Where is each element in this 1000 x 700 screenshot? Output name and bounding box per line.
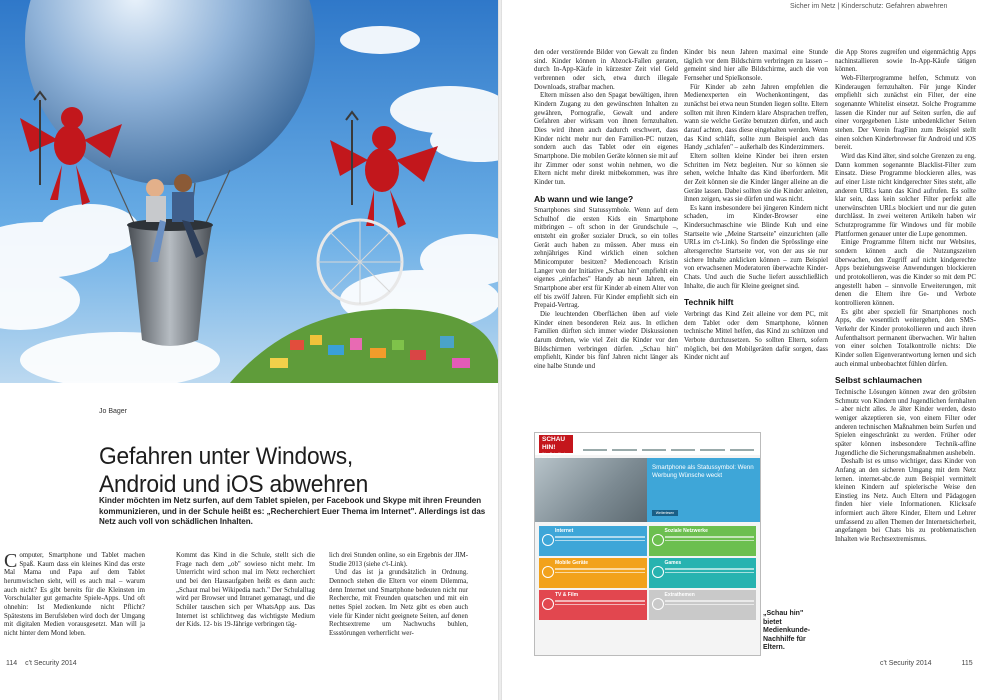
right-column-2 [684,49,828,363]
tile-label: Soziale Netzwerke [664,528,708,534]
banner-button: Weiterlesen [652,510,678,516]
page-number-left: 114 [6,660,18,667]
r3-p2: Web-Filterprogramme helfen, Schmutz von Kinderaugen fernzuhalten. Für junge Kinder empfiehlt sich zunächst ein Filter, der eine sogenannte Whitelist einsetzt. Solche Programme lassen die Kinder nur auf Seiten surfen, die auf einer vorgegebenen Liste unbedenklicher Seiten stehen. Der Verein fragFinn zum Beispiel stellt einen solchen Kinderbrowser für Android und iOS bereit. [835,74,976,152]
hero-illustration [0,0,498,383]
r3-p3: Wird das Kind älter, sind solche Grenzen zu eng. Dann kommen sogenannte Blacklist-Filter zum Einsatz. Diese Programme blockieren alles, was auf einer Liste nicht kindgerechter Sites steht, alle anderen URLs kann das Kind aufrufen. Es sollte klar sein, dass kein solcher Filter perfekt alle unerwünschten URLs blockiert und nur die guten durchlässt. In zwei weiteren Artikeln haben wir Schutzprogramme für Windows und für mobile Plattformen genauer unter die Lupe genommen. [835,152,976,238]
subhead-ab-wann: Ab wann und wie lange? [534,193,634,204]
people-icon [652,534,664,546]
tile-extrathemen [649,590,757,620]
banner-title: Smartphone als Statussymbol: Wenn Werbung Wünsche weckt [652,464,754,479]
right-footer [880,660,973,667]
running-head: Sicher im Netz | Kinderschutz: Gefahren abwehren [790,3,948,10]
logo-line-1: SCHAU [542,436,566,443]
globe-icon [542,534,554,546]
r3-p6: Technische Lösungen können zwar den gröbsten Schmutz von Kindern und Jugendlichen fernhalten – aber nicht alles. Je älter Kinder werden, desto weniger akzeptieren sie, von einem Filter oder anderen technischen Maßnahmen beim Surfen und Spielen eingeschränkt zu werden. Früher oder später können insbesondere Technik-affine Jugendliche die Sicherungsmaßnahmen aushebeln. [835,388,976,457]
left-page [0,0,498,700]
balloon-devils-illustration [0,0,498,383]
site-nav [583,449,754,453]
r2-p3: Eltern sollten kleine Kinder bei ihren ersten Schritten im Netz begleiten. Nur so können sie sehen, welche Inhalte das Kind überfordern. Mit der Zeit können sie die Kinder länger alleine an die Geräte lassen. Dabei sollten sie die Kinder anleiten, ihnen zeigen, was sie dürfen und was nicht. [684,152,828,204]
tile-label: Games [664,560,682,566]
site-banner [535,458,760,522]
tile-label: Internet [555,528,574,534]
left-column-1 [4,552,145,639]
col3-text-2: Und das ist ja grundsätzlich in Ordnung. Dennoch stehen die Eltern vor einem Dilemma, denn Internet und Smartphone bedeuten nicht nur Recherche, mit Freunden quatschen und mit ein nettes Spiel zocken. Im Netz gibt es eben auch viele für Kinder nicht geeignete Seiten, auf denen Rechtsextreme um Nachwuchs buhlen, Essstörungen verherrlicht wer- [329,569,468,637]
r1-p3: Smartphones sind Statussymbole. Wenn auf dem Schulhof die ersten Kids ein Smartphone mitbringen – oft schon in der Grundschule –, entsteht ein großer sozialer Druck, so ein tolles Gerät auch haben zu müssen. Aber muss ein zehnjähriges Kind wirklich einen solchen Minicomputer besitzen? Mediencoach Kristin Langer von der Initiative „Schau hin" empfiehlt ein eigenes „einfaches" Handy ab neun Jahren, ein Smartphone aber erst für Kinder ab einem Alter von elf bis zwölf Jahren. Für Kinder empfiehlt sich ein Prepaid-Vertrag. [534,207,678,310]
gutter [498,0,502,700]
tv-icon [542,598,554,610]
col3-text: lich drei Stunden online, so ein Ergebnis der JIM-Studie 2013 (siehe c't-Link). [329,552,468,568]
r2-p2: Für Kinder ab zehn Jahren empfehlen die Medienexperten ein Wochenkontingent, das zunächst bei etwa neun Stunden liegen sollte. Eltern sollten mit ihren Kindern klare Absprachen treffen, wann sie welche Geräte benutzen dürfen, und auch darauf achten, dass diese eingehalten werden. Wenn das Kind schläft, sollte zum Beispiel auch das Handy „schlafen" – außerhalb des Kinderzimmers. [684,83,828,152]
right-column-1 [534,49,678,372]
r2-p4: Es kann insbesondere bei jüngeren Kindern nicht schaden, im Kinder-Browser eine Kindersuchmaschine wie Blinde Kuh und eine Startseite wie „Meine Startseite" einzurichten (alle URLs im c't-Link). So finden die Sprösslinge eine altersgerechte Startseite vor, von der aus sie nur sichere Inhalte anklicken können – zum Beispiel von erwachsenen Moderatoren überwachte Kinder-Chats. Und auch die Suche liefert ausschließlich Inhalte, die auch für Kleine geeignet sind. [684,204,828,290]
r3-p7: Deshalb ist es umso wichtiger, dass Kinder von Anfang an den sicheren Umgang mit dem Netz lernen. internet-abc.de zum Beispiel vermittelt kleinen Kindern auf spielerische Weise den Einstieg ins Netz. Auch Eltern und Pädagogen finden hier viele Informationen. Klicksafe informiert auch ältere Kinder, Eltern und Lehrer umfassend zu allen Themen der Internetsicherheit, angefangen bei Chats bis zu problematischen Inhalten wie Rechtsextremismus. [835,458,976,544]
left-column-2 [176,552,315,630]
tile-mobile-geraete [539,558,647,588]
headline-line-2: Android und iOS abwehren [99,471,369,499]
col2-text: Kommt das Kind in die Schule, stellt sich die Frage nach dem „ob" sowieso nicht mehr. Im Unterricht wird schon mal im Netz recherchiert und bei den Hausaufgaben heißt es dann auch: „Schaut mal bei Wikipedia nach." Der Schulalltag wird per Browser und Intranet gemanagt, und die Schüler tauschen sich per WhatsApp aus. Das Internet ist schlichtweg das wichtigste Medium der Kids. 12- bis 19-Jährige verbringen täg- [176,552,315,629]
magazine-name-right: c't Security 2014 [880,660,932,667]
logo-subline: Was Dein Kind [542,452,566,456]
r1-p1: den oder verstörende Bilder von Gewalt zu finden sind. Kinder können in Abzock-Fallen geraten, durch In-App-Käufe in kürzester Zeit viel Geld verbrennen oder sich, etwa durch illegale Downloads, strafbar machen. [534,49,678,91]
tile-label: Mobile Geräte [555,560,589,566]
schau-hin-screenshot [534,432,761,656]
tile-tv-film [539,590,647,620]
dropcap: C [4,550,18,572]
col1-text: omputer, Smartphone und Tablet machen Spaß. Kaum dass ein kleines Kind das erste Mal Mama und Papa auf dem Tablet herumwischen sieht, will es auch mal – warum auch nicht? Es gibt bereits für die Kleinsten im Vorschulalter gut gemachte Spiele-Apps. Und oft ohnehin: Ist Medienkunde nicht Pflicht? Spätestens im Berufsleben wird doch der Umgang mit digitalen Medien vorausgesetzt. Man will ja nicht hinter dem Mond leben. [4,552,145,637]
right-column-3 [835,49,976,545]
schau-hin-logo [539,435,573,456]
tile-games [649,558,757,588]
magazine-name-left: c't Security 2014 [25,660,77,667]
r3-p4: Einige Programme filtern nicht nur Websites, sondern können auch die Nutzungszeiten überwachen, den Zugriff auf nicht kindgerechte Apps beziehungsweise Anwendungen blockieren und protokollieren, was die Kinder so mit dem PC angestellt haben – sinnvolle Erweiterungen, mit denen die Eltern ihre Ge- und Verbote kontrollieren können. [835,239,976,308]
article-headline [99,443,462,499]
page-number-right: 115 [961,660,973,667]
tile-soziale-netzwerke [649,526,757,556]
gamepad-icon [652,566,664,578]
r3-p1: die App Stores zugreifen und eigenmächtig Apps nachinstallieren sowie In-App-Käufe tätigen können. [835,49,976,74]
logo-line-2: HIN! [542,444,556,451]
topic-tiles [535,522,760,624]
headline-line-1: Gefahren unter Windows, [99,443,354,471]
r2-p5: Verbringt das Kind Zeit alleine vor dem PC, mit dem Tablet oder dem Smartphone, können technische Mittel helfen, das Kind zu schützen und Verbote durchzusetzen. So sollten Eltern, sofern möglich, bei den Mobilgeräten dafür sorgen, dass Kinder nicht auf [684,311,828,362]
site-header [535,433,760,455]
author-name: Jo Bager [99,408,128,415]
left-column-3 [329,552,468,639]
left-footer [6,660,77,667]
tile-label: Extrathemen [664,592,695,598]
phone-icon [542,566,554,578]
banner-photo [535,458,647,522]
r2-p1: Kinder bis neun Jahren maximal eine Stunde täglich vor dem Bildschirm verbringen zu lassen – gemeint sind hier alle Bildschirme, auch die von Fernseher und Spielkonsole. [684,49,828,82]
tile-label: TV & Film [555,592,579,598]
r1-p4: Die leuchtenden Oberflächen üben auf viele Kinder einen besonderen Reiz aus. In etlichen Familien dürften sich immer wieder Diskussionen darum drehen, wie viel Zeit die Kinder vor den Bildschirmen verbringen dürfen. „Schau hin" empfiehlt, Kinder bis fünf Jahren nicht länger als eine halbe Stunde und [534,311,678,370]
subhead-technik: Technik hilft [684,297,734,308]
r1-p2: Eltern müssen also den Spagat bewältigen, ihren Kindern Zugang zu den gewünschten Inhalten zu gewähren, Pornografie, Gewalt und andere Gefahren aber wirksam von ihnen fernzuhalten. Dies wird ihnen auch dadurch erschwert, dass Kinder nicht mehr nur den Familien-PC nutzen, sondern auch das Tablet oder ein eigenes Smartphone. Die mobilen Geräte können sie mit auf ihr Zimmer oder sonst wohin nehmen, wo die Eltern nicht mehr direkt mitbekommen, was ihre Kinder tun. [534,92,678,186]
article-lead: Kinder möchten im Netz surfen, auf dem Tablet spielen, per Facebook und Skype mit ihren Freunden kommunizieren, und in der Schule heißt es: „Recherchiert Euer Thema im Internet". Allerdings ist das Netz auch voll von schädlichen Inhalten. [99,496,486,526]
subhead-selbst: Selbst schlaumachen [835,375,922,386]
tile-internet [539,526,647,556]
star-icon [652,598,664,610]
r3-p5: Es gibt aber speziell für Smartphones noch Apps, die wesentlich weitergehen, den SMS-Verkehr der Kinder protokollieren und auch ihren Aufenthaltsort permanent überwachen. Wir halten von einer solchen Totalkontrolle nichts: Die Kinder sollen Eigenverantwortung lernen und sich auch einmal unbeobachtet fühlen dürfen. [835,308,976,368]
figure-caption: „Schau hin" bietet Medienkunde-Nachhilfe für Eltern. [763,610,811,652]
